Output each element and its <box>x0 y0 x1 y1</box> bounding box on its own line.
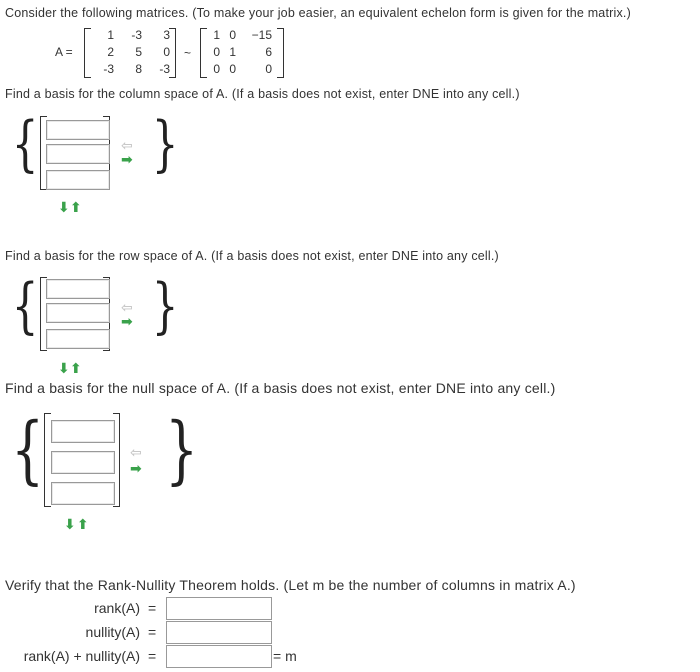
equals-sign: = <box>148 624 157 640</box>
remove-row-icon[interactable]: ⬇ <box>58 199 70 215</box>
right-bracket <box>277 28 284 78</box>
remove-row-icon[interactable]: ⬇ <box>58 360 70 376</box>
add-row-icon[interactable]: ⬆ <box>70 199 82 215</box>
matrix-a-cell: 3 <box>163 28 170 42</box>
left-brace: { <box>11 407 45 493</box>
equals-m: = m <box>273 648 297 664</box>
sum-input[interactable] <box>166 645 272 668</box>
echelon-cell: 6 <box>265 45 272 59</box>
add-vector-icon[interactable]: ➡ <box>130 460 142 476</box>
sum-label: rank(A) + nullity(A) <box>23 648 140 664</box>
row-space-vector <box>40 277 110 351</box>
left-bracket <box>44 413 51 507</box>
right-brace: } <box>165 407 199 493</box>
matrix-a <box>84 28 176 78</box>
matrix-a-cell: -3 <box>131 28 142 42</box>
column-space-question: Find a basis for the column space of A. (If a basis does not exist, enter DNE into any cell.) <box>5 87 520 101</box>
matrix-a-cell: -3 <box>159 62 170 76</box>
echelon-cell: 0 <box>213 45 220 59</box>
column-space-vector <box>40 116 110 190</box>
null-space-cell-1[interactable] <box>51 420 115 443</box>
matrix-a-cell: 8 <box>135 62 142 76</box>
matrix-a-cell: 2 <box>107 45 114 59</box>
remove-vector-icon[interactable]: ⇦ <box>121 137 133 153</box>
matrix-a-cell: -3 <box>103 62 114 76</box>
right-brace: } <box>151 109 179 179</box>
intro-text: Consider the following matrices. (To make your job easier, an equivalent echelon form is given for the matrix.) <box>5 6 631 20</box>
column-space-cell-3[interactable] <box>46 170 110 190</box>
add-vector-icon[interactable]: ➡ <box>121 313 133 329</box>
right-brace: } <box>151 271 179 341</box>
nullity-label: nullity(A) <box>85 624 140 640</box>
equals-sign: = <box>148 600 157 616</box>
matrix-a-label: A = <box>55 45 73 59</box>
add-row-icon[interactable]: ⬆ <box>70 360 82 376</box>
row-space-cell-3[interactable] <box>46 329 110 349</box>
null-space-vector <box>44 413 120 507</box>
remove-vector-icon[interactable]: ⇦ <box>130 444 142 460</box>
echelon-cell: 0 <box>265 62 272 76</box>
echelon-cell: 1 <box>213 28 220 42</box>
nullity-input[interactable] <box>166 621 272 644</box>
row-space-cell-1[interactable] <box>46 279 110 299</box>
echelon-cell: 0 <box>229 28 236 42</box>
column-space-cell-1[interactable] <box>46 120 110 140</box>
remove-vector-icon[interactable]: ⇦ <box>121 299 133 315</box>
echelon-cell: 1 <box>229 45 236 59</box>
equals-sign: = <box>148 648 157 664</box>
add-vector-icon[interactable]: ➡ <box>121 151 133 167</box>
remove-row-icon[interactable]: ⬇ <box>64 516 76 532</box>
add-row-icon[interactable]: ⬆ <box>77 516 89 532</box>
null-space-cell-3[interactable] <box>51 482 115 505</box>
right-bracket <box>169 28 176 78</box>
echelon-cell: 0 <box>229 62 236 76</box>
verify-question: Verify that the Rank-Nullity Theorem holds. (Let m be the number of columns in matrix A.) <box>5 577 576 593</box>
row-space-question: Find a basis for the row space of A. (If a basis does not exist, enter DNE into any cell.) <box>5 249 499 263</box>
echelon-cell: −15 <box>251 28 272 42</box>
matrix-a-cell: 1 <box>107 28 114 42</box>
equivalence-tilde: ~ <box>184 46 192 60</box>
row-space-cell-2[interactable] <box>46 303 110 323</box>
rank-input[interactable] <box>166 597 272 620</box>
left-brace: { <box>11 271 39 341</box>
rank-label: rank(A) <box>94 600 140 616</box>
echelon-cell: 0 <box>213 62 220 76</box>
left-brace: { <box>11 109 39 179</box>
null-space-question: Find a basis for the null space of A. (If a basis does not exist, enter DNE into any cell.) <box>5 380 556 396</box>
null-space-cell-2[interactable] <box>51 451 115 474</box>
echelon-matrix <box>200 28 284 78</box>
column-space-cell-2[interactable] <box>46 144 110 164</box>
matrix-a-cell: 0 <box>163 45 170 59</box>
matrix-a-cell: 5 <box>135 45 142 59</box>
